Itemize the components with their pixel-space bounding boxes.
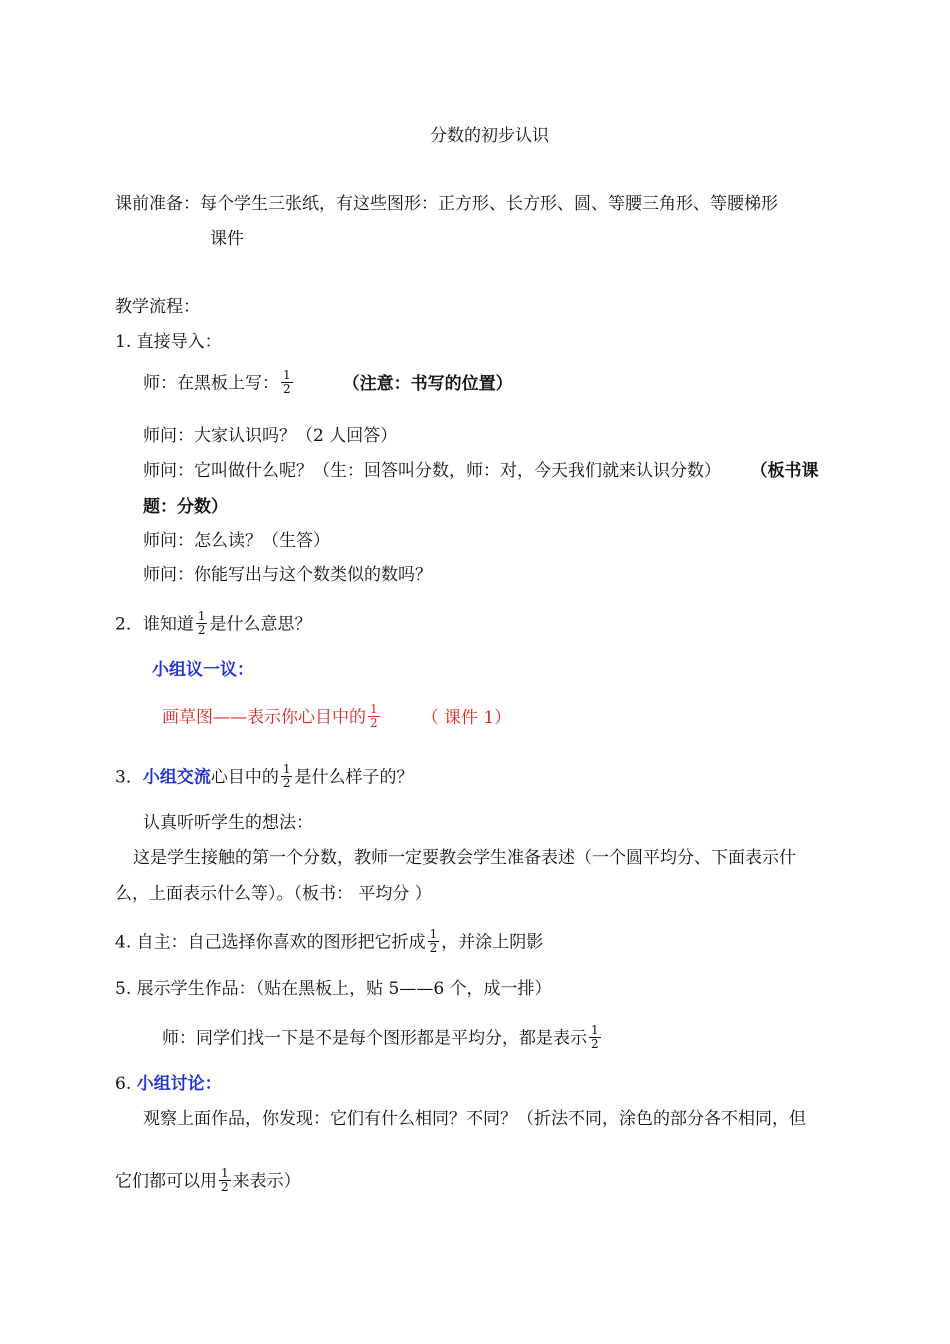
s3-line-4: 么，上面表示什么等）。（板书： 平均分 ） [115, 884, 432, 904]
s1-line-5: 师问：怎么读？（生答） [143, 531, 330, 551]
s2-red-line [162, 702, 512, 731]
fraction-denominator: 2 [591, 1036, 599, 1051]
s1-line-3-text: 师问：它叫做什么呢？（生：回答叫分数，师：对，今天我们就来认识分数） [143, 461, 721, 481]
s4-post: ，并涂上阴影 [441, 932, 544, 953]
fraction-denominator: 2 [221, 1179, 229, 1194]
page-title: 分数的初步认识 [430, 126, 549, 146]
s3-post: 是什么样子的？ [294, 767, 414, 788]
fraction-numerator: 1 [591, 1023, 599, 1037]
s1-board-note: （板书课 [759, 461, 819, 481]
fraction-numerator: 1 [370, 702, 378, 716]
section-5-heading: 5. 展示学生作品：（贴在黑板上，贴 5——6 个，成一排） [115, 979, 552, 999]
fraction-one-half [219, 1167, 231, 1193]
s3-mid: 心目中的 [210, 767, 279, 788]
prep-text: 每个学生三张纸，有这些图形：正方形、长方形、圆、等腰三角形、等腰梯形 [200, 194, 778, 214]
s2-group-discussion: 小组议一议： [152, 660, 254, 680]
fraction-one-half [281, 763, 293, 789]
fraction-numerator: 1 [197, 609, 206, 623]
s6-num: 6. [115, 1074, 137, 1094]
s6-line-3-text: 它们都可以用 [115, 1171, 217, 1192]
fraction-one-half [281, 369, 293, 395]
s2-red-text: 画草图——表示你心目中的 [162, 707, 366, 728]
fraction-one-half [368, 703, 380, 729]
fraction-numerator: 1 [282, 762, 291, 776]
fraction-one-half [196, 610, 208, 636]
s2-courseware: （ 课件 1） [421, 707, 512, 728]
fraction-numerator: 1 [283, 368, 291, 382]
s1-line-4: 题：分数） [143, 497, 228, 517]
s4-pre: 4. 自主：自己选择你喜欢的图形把它折成 [115, 932, 426, 953]
s1-line-1 [143, 368, 513, 397]
fraction-one-half [428, 928, 440, 954]
section-3-heading [115, 762, 414, 791]
fraction-denominator: 2 [370, 715, 378, 730]
s6-group-discussion: 小组讨论： [136, 1074, 222, 1094]
s1-line-6: 师问：你能写出与这个数类似的数吗？ [143, 565, 432, 585]
s6-line-3 [115, 1166, 301, 1195]
prep-line-2: 课件 [210, 229, 244, 249]
section-2-heading [115, 609, 312, 638]
s3-line-3: 这是学生接触的第一个分数，教师一定要教会学生准备表述（一个圆平均分、下面表示什 [133, 848, 796, 868]
s5-line-2 [162, 1023, 603, 1052]
s2-post: 是什么意思？ [209, 614, 312, 635]
fraction-denominator: 2 [283, 381, 291, 396]
fraction-denominator: 2 [429, 940, 438, 955]
prep-label: 课前准备： [115, 194, 200, 214]
s5-line-2-text: 师：同学们找一下是不是每个图形都是平均分，都是表示 [162, 1028, 587, 1049]
fraction-denominator: 2 [197, 622, 206, 637]
section-4-heading [115, 927, 544, 956]
s1-line-2: 师问：大家认识吗？（2 人回答） [143, 426, 398, 446]
s3-line-2: 认真听听学生的想法： [143, 813, 313, 833]
s1-note: （注意：书写的位置） [342, 373, 513, 394]
section-1-heading: 1. 直接导入： [115, 332, 222, 352]
s6-line-3-post: 来表示） [232, 1171, 301, 1192]
flow-label: 教学流程： [115, 297, 200, 317]
fraction-one-half [589, 1024, 601, 1050]
s1-line-1-text: 师：在黑板上写： [143, 373, 279, 394]
s2-pre: 2．谁知道 [115, 614, 194, 635]
fraction-denominator: 2 [282, 775, 291, 790]
s3-group-exchange: 小组交流 [142, 767, 211, 788]
s1-line-3 [143, 463, 819, 480]
fraction-numerator: 1 [221, 1166, 229, 1180]
s3-num: 3． [115, 767, 143, 788]
section-6-heading [115, 1076, 222, 1093]
prep-line [115, 196, 778, 213]
s6-line-2: 观察上面作品，你发现：它们有什么相同？不同？（折法不同，涂色的部分各不相同，但 [143, 1109, 806, 1129]
fraction-numerator: 1 [429, 927, 438, 941]
